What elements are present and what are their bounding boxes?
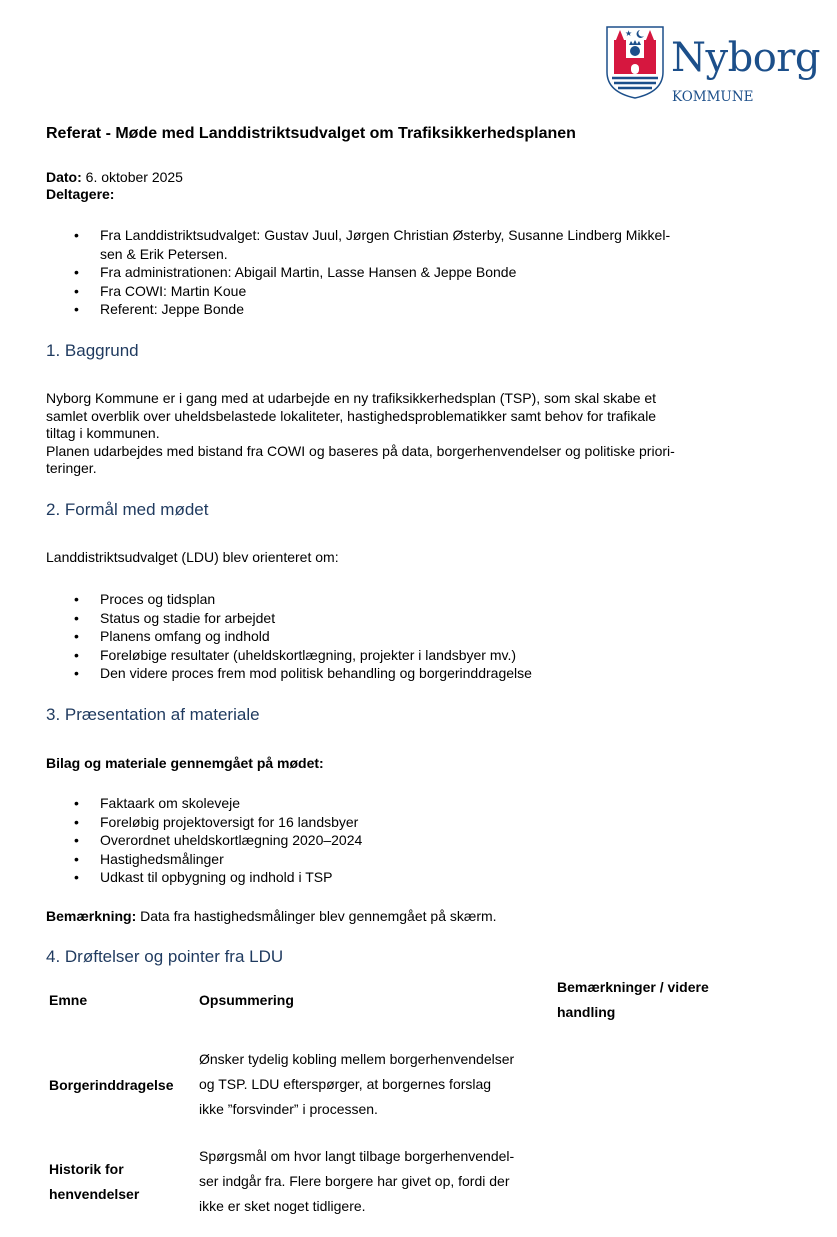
meeting-meta — [46, 169, 183, 203]
list-item: • Fra administrationen: Abigail Martin, Lasse Hansen & Jeppe Bonde — [74, 263, 670, 282]
section-heading-praesentation: 3. Præsentation af materiale — [46, 705, 260, 724]
date-label: Dato: — [46, 169, 82, 185]
nyborg-kommune-logo — [604, 24, 824, 104]
date-line — [46, 169, 183, 186]
list-item: • Foreløbige resultater (uheldskortlægning, projekter i landsbyer mv.) — [74, 646, 532, 665]
list-item: • Overordnet uheldskortlægning 2020–2024 — [74, 831, 362, 850]
note-text: Data fra hastighedsmålinger blev gennemgået på skærm. — [136, 908, 497, 924]
participants-label: Deltagere: — [46, 186, 115, 202]
section-heading-droeftelser: 4. Drøftelser og pointer fra LDU — [46, 947, 284, 966]
list-item: • Faktaark om skoleveje — [74, 794, 362, 813]
document-title: Referat - Møde med Landdistriktsudvalget om Trafiksikkerhedsplanen — [46, 125, 576, 142]
column-header-emne: Emne — [49, 992, 88, 1008]
list-item: • Hastighedsmålinger — [74, 850, 362, 869]
row-topic: Borgerinddragelse — [49, 1077, 174, 1093]
date-value: 6. oktober 2025 — [81, 169, 183, 185]
column-header-bemaerkninger: Bemærkninger / videre handling — [557, 979, 709, 1020]
list-item: • Status og stadie for arbejdet — [74, 609, 532, 628]
list-item: • Proces og tidsplan — [74, 590, 532, 609]
section-intro-formaal: Landdistriktsudvalget (LDU) blev orienteret om: — [46, 549, 339, 565]
materials-note — [46, 908, 497, 926]
note-label: Bemærkning: — [46, 908, 137, 924]
list-item: • Referent: Jeppe Bonde — [74, 300, 670, 319]
list-item: • Planens omfang og indhold — [74, 627, 532, 646]
list-item: • Den videre proces frem mod politisk behandling og borgerinddragelse — [74, 664, 532, 683]
row-summary: Ønsker tydelig kobling mellem borgerhenvendelser og TSP. LDU efterspørger, at borgernes forslag ikke ”forsvinder” i processen. — [199, 1051, 515, 1117]
purpose-list — [74, 590, 532, 683]
row-summary: Spørgsmål om hvor langt tilbage borgerhenvendel- ser indgår fra. Flere borgere har givet op, fordi der ikke er sket noget tidligere. — [199, 1148, 515, 1214]
logo-wordmark: Nyborg — [671, 35, 821, 81]
coat-of-arms-icon — [604, 24, 666, 100]
section-heading-formaal: 2. Formål med mødet — [46, 500, 209, 519]
materials-subheading: Bilag og materiale gennemgået på mødet: — [46, 755, 324, 771]
row-topic: Historik for henvendelser — [49, 1161, 140, 1202]
section-body-baggrund: Nyborg Kommune er i gang med at udarbejde en ny trafiksikkerhedsplan (TSP), som skal skabe et samlet overblik over uheldsbelastede lokaliteter, hastighedsproblematikker samt behov for trafikale tiltag i kommunen. Planen udarbejdes med bistand fra COWI og baseres på data, borgerhenvendelser og politiske priori- teringer. — [46, 390, 675, 476]
logo-subtitle: KOMMUNE — [672, 89, 754, 105]
list-item: • Fra Landdistriktsudvalget: Gustav Juul, Jørgen Christian Østerby, Susanne Lindberg Mikkel- sen & Erik Petersen. — [74, 226, 670, 263]
list-item: • Fra COWI: Martin Koue — [74, 282, 670, 301]
participants-list — [74, 226, 670, 319]
list-item: • Foreløbig projektoversigt for 16 landsbyer — [74, 813, 362, 832]
column-header-opsummering: Opsummering — [199, 992, 294, 1008]
svg-text:★: ★ — [625, 29, 633, 38]
list-item: • Udkast til opbygning og indhold i TSP — [74, 868, 362, 887]
section-heading-baggrund: 1. Baggrund — [46, 341, 139, 360]
materials-list — [74, 794, 362, 887]
